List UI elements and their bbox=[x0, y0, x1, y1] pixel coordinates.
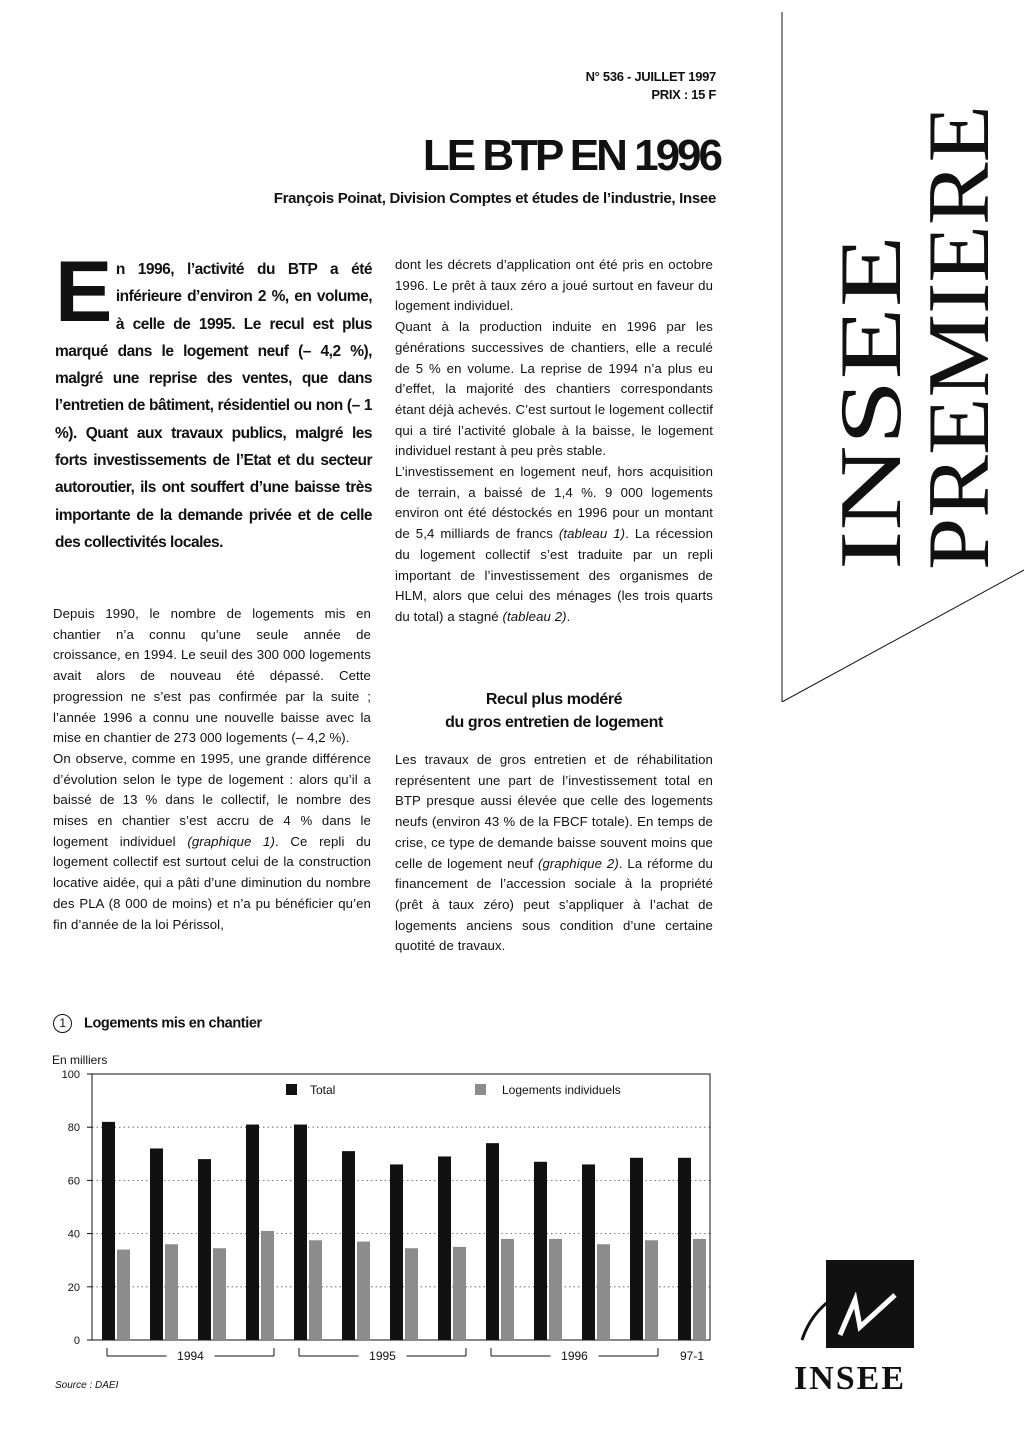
bar-individual bbox=[453, 1247, 466, 1340]
body-column-right bbox=[395, 255, 713, 628]
bar-individual bbox=[597, 1244, 610, 1340]
bar-total bbox=[294, 1125, 307, 1340]
body-column-right-lower bbox=[395, 750, 713, 957]
y-tick-label: 0 bbox=[73, 1335, 80, 1347]
bar-individual bbox=[549, 1239, 562, 1340]
brand-wordmark bbox=[818, 55, 1018, 575]
paragraph: Les travaux de gros entretien et de réhabilitation représentent une part de l’investissement total en BTP presque aussi élevée que celle des logements neufs (environ 43 % de la FBCF totale). En temps de crise, ce type de demande baisse souvent moins que celle de logement neuf (graphique 2). La réforme du financement de l’accession sociale à la propriété (prêt à taux zéro) peut s’appliquer à l’achat de logements anciens sous condition d’une certaine quotité de travaux. bbox=[395, 752, 713, 954]
table-reference: (tableau 1) bbox=[558, 526, 626, 542]
x-period-label: 1995 bbox=[369, 1349, 396, 1363]
chart-title-text: Logements mis en chantier bbox=[84, 1015, 262, 1032]
section-heading: Recul plus modéré du gros entretien de logement bbox=[445, 691, 663, 731]
figure-reference: (graphique 2) bbox=[537, 855, 619, 871]
author-line: François Poinat, Division Comptes et études de l’industrie, Insee bbox=[273, 190, 716, 207]
bar-total bbox=[534, 1162, 547, 1340]
bar-total bbox=[246, 1125, 259, 1340]
bar-total bbox=[582, 1164, 595, 1340]
bar-total bbox=[102, 1122, 115, 1340]
x-period-label: 1994 bbox=[177, 1349, 204, 1363]
bar-total bbox=[150, 1148, 163, 1340]
issue-price: PRIX : 15 F bbox=[651, 87, 716, 102]
y-tick-label: 60 bbox=[67, 1175, 80, 1188]
bar-total bbox=[678, 1158, 691, 1340]
drop-cap: E bbox=[55, 244, 112, 340]
bar-chart bbox=[50, 1048, 730, 1408]
legend-label-individual: Logements individuels bbox=[502, 1083, 621, 1097]
legend-swatch-total bbox=[286, 1084, 297, 1095]
bar-total bbox=[342, 1151, 355, 1340]
bar-total bbox=[438, 1156, 451, 1340]
bar-individual bbox=[261, 1231, 274, 1340]
bar-individual bbox=[693, 1239, 706, 1340]
issue-number: N° 536 - JUILLET 1997 bbox=[585, 69, 716, 84]
chart-title bbox=[53, 1014, 262, 1033]
y-tick-label: 40 bbox=[67, 1228, 80, 1241]
figure-reference: (graphique 1) bbox=[187, 833, 275, 849]
legend-label-total: Total bbox=[310, 1083, 336, 1097]
y-tick-label: 80 bbox=[67, 1122, 80, 1135]
chart-number: 1 bbox=[53, 1014, 72, 1033]
legend-swatch-individual bbox=[475, 1084, 486, 1095]
lead-paragraph bbox=[55, 244, 372, 556]
page-title: LE BTP EN 1996 bbox=[422, 131, 720, 180]
paragraph: Quant à la production induite en 1996 par les générations successives de chantiers, elle a reculé de 5 % en volume. La reprise de 1994 n’a plus eu d’effet, la majorité des chantiers correspondants étant déjà achevés. C’est surtout le logement collectif qui a tiré l’activité globale à la baisse, le logement individuel restant à peu près stable. bbox=[395, 319, 713, 459]
paragraph: L’investissement en logement neuf, hors acquisition de terrain, a baissé de 1,4 %. 9 000 logements environ ont été déstockés en 1996 pour un montant de 5,4 milliards de francs (tableau 1). La récession du logement collectif s’est traduite par un repli important de l’investissement des organismes de HLM, alors que celui des ménages (les trois quarts du total) a stagné (tableau 2). bbox=[395, 464, 713, 624]
brand-premiere: PREMIERE bbox=[911, 134, 1008, 570]
y-tick-label: 100 bbox=[61, 1069, 80, 1081]
x-period-label: 1996 bbox=[561, 1349, 588, 1363]
bar-individual bbox=[405, 1248, 418, 1340]
bar-individual bbox=[117, 1250, 130, 1340]
bar-individual bbox=[213, 1248, 226, 1340]
paragraph: On observe, comme en 1995, une grande différence d’évolution selon le type de logement : alors qu’il a baissé de 13 % dans le collectif, le nombre des mises en chantier s’est accru de 4 % dans le logement individuel (graphique 1). Ce repli du logement collectif est surtout celui de la construction locative aidée, qui a pâti d’une diminution du nombre des PLA (8 000 de moins) et n’a pu bénéficier qu’en fin d’année de la loi Périssol, bbox=[53, 750, 371, 932]
x-period-label: 97-1 bbox=[679, 1349, 705, 1363]
bar-individual bbox=[165, 1244, 178, 1340]
bar-individual bbox=[645, 1240, 658, 1340]
body-column-left bbox=[53, 604, 371, 935]
bar-total bbox=[390, 1164, 403, 1340]
y-tick-label: 20 bbox=[67, 1281, 80, 1294]
brand-insee: INSEE bbox=[823, 320, 920, 570]
lead-text: n 1996, l’activité du BTP a été inférieure d’environ 2 %, en volume, à celle de 1995. Le recul est plus marqué dans le logement neuf (– 4,2 %), malgré une reprise des ventes, que dans l’entretien de bâtiment, résidentiel ou non (– 1 %). Quant aux travaux publics, malgré les forts investissements de l’Etat et du secteur autoroutier, ils ont souffert d’une baisse très importante de la demande privée et de celle des collectivités locales. bbox=[55, 261, 372, 551]
bar-individual bbox=[357, 1242, 370, 1340]
bar-total bbox=[198, 1159, 211, 1340]
bar-total bbox=[630, 1158, 643, 1340]
y-axis-label: En milliers bbox=[52, 1053, 108, 1067]
table-reference: (tableau 2) bbox=[502, 608, 567, 624]
paragraph: dont les décrets d’application ont été pris en octobre 1996. Le prêt à taux zéro a joué surtout en faveur du logement individuel. bbox=[395, 257, 713, 314]
logo-wordmark: INSEE bbox=[793, 1360, 907, 1397]
chart-source: Source : DAEI bbox=[55, 1380, 119, 1391]
bar-total bbox=[486, 1143, 499, 1340]
bar-individual bbox=[501, 1239, 514, 1340]
bar-individual bbox=[309, 1240, 322, 1340]
paragraph: Depuis 1990, le nombre de logements mis en chantier n’a connu qu’une seule année de croissance, en 1994. Le seuil des 300 000 logements avait alors de nouveau été dépassé. Cette progression ne s’est pas confirmée par la suite ; l’année 1996 a connu une nouvelle baisse avec la mise en chantier de 273 000 logements (– 4,2 %). bbox=[53, 606, 371, 746]
issue-info bbox=[440, 68, 716, 104]
